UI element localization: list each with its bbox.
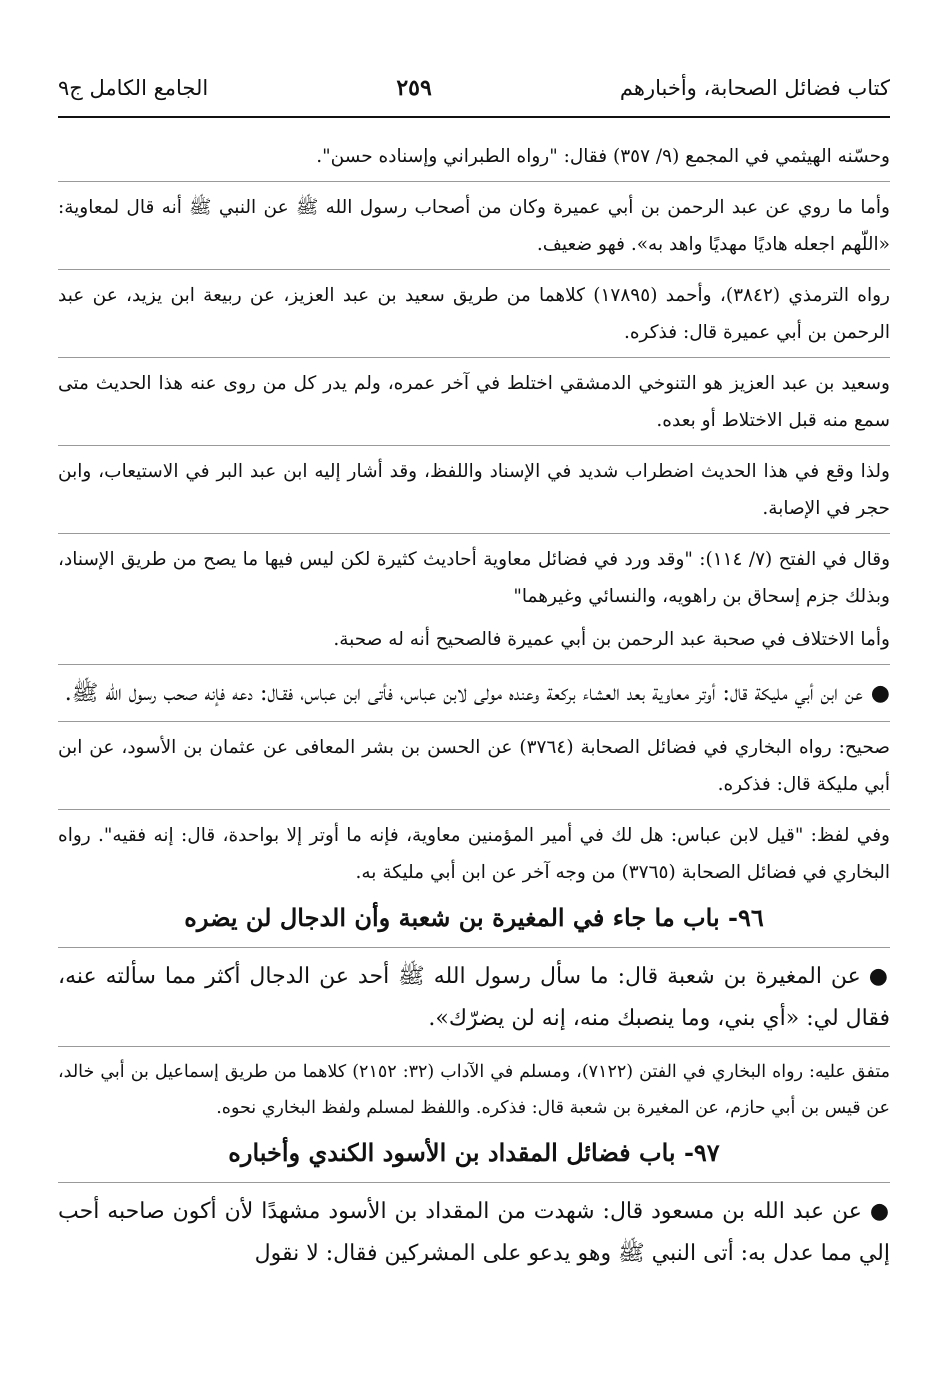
paragraph: رواه الترمذي (٣٨٤٢)، وأحمد (١٧٨٩٥) كلاهما من طريق سعيد بن عبد العزيز، عن ربيعة ابن يزيد، عن عبد الرحمن بن أبي عميرة قال: فذكره. — [58, 285, 890, 343]
paragraph: وأما ما روي عن عبد الرحمن بن أبي عميرة وكان من أصحاب رسول الله ﷺ عن النبي ﷺ أنه قال لمعاوية: «اللّهم اجعله هاديًا مهديًا واهد به». فهو ضعيف. — [58, 197, 890, 255]
divider — [58, 809, 890, 810]
page-header — [58, 70, 890, 106]
page-body — [58, 138, 890, 1281]
divider — [58, 357, 890, 358]
hadith-note: صحيح: رواه البخاري في فضائل الصحابة (٣٧٦٤) عن الحسن بن بشر المعافى عن عثمان بن الأسود، عن ابن أبي مليكة قال: فذكره. — [58, 737, 891, 795]
divider — [58, 445, 890, 446]
hadith-note: متفق عليه: رواه البخاري في الفتن (٧١٢٢)، ومسلم في الآداب (٣٢: ٢١٥٢) كلاهما من طريق إسماعيل بن أبي خالد، عن قيس بن أبي حازم، عن المغيرة بن شعبة قال: فذكره. واللفظ لمسلم ولفظ البخاري نحوه. — [58, 1062, 890, 1118]
hadith-note: وفي لفظ: "قيل لابن عباس: هل لك في أمير المؤمنين معاوية، فإنه ما أوتر إلا بواحدة، قال: إنه فقيه". رواه البخاري في فضائل الصحابة (٣٧٦٥) من وجه آخر عن ابن أبي مليكة به. — [58, 825, 890, 883]
divider — [58, 721, 890, 722]
divider — [58, 533, 890, 534]
divider — [58, 1182, 890, 1183]
page-number: ٢٥٩ — [396, 75, 432, 101]
chapter-heading-97: ٩٧- باب فضائل المقداد بن الأسود الكندي وأخباره — [228, 1138, 720, 1167]
hadith-3: عن عبد الله بن مسعود قال: شهدت من المقداد بن الأسود مشهدًا لأن أكون صاحبه أحب إلي مما عدل به: أتى النبي ﷺ وهو يدعو على المشركين فقال: لا نقول — [58, 1199, 890, 1266]
divider — [58, 269, 890, 270]
bullet-icon: ● — [870, 680, 890, 706]
paragraph: وسعيد بن عبد العزيز هو التنوخي الدمشقي اختلط في آخر عمره، ولم يدر كل من روى عنه هذا الحديث متى سمع منه قبل الاختلاط أو بعده. — [58, 373, 890, 431]
volume-title: الجامع الكامل ج٩ — [58, 76, 209, 100]
paragraph: وحسّنه الهيثمي في المجمع (٩/ ٣٥٧) فقال: "رواه الطبراني وإسناده حسن". — [316, 146, 890, 167]
paragraph: وقال في الفتح (٧/ ١١٤): "وقد ورد في فضائل معاوية أحاديث كثيرة لكن ليس فيها ما يصح من طريق الإسناد، وبذلك جزم إسحاق بن راهويه، والنسائي وغيرهما" — [58, 549, 891, 607]
bullet-icon: ● — [869, 1198, 890, 1224]
divider — [58, 1046, 890, 1047]
divider — [58, 947, 890, 948]
paragraph: ولذا وقع في هذا الحديث اضطراب شديد في الإسناد واللفظ، وقد أشار إليه ابن عبد البر في الاستيعاب، وابن حجر في الإصابة. — [58, 461, 890, 519]
hadith-text — [58, 672, 890, 715]
chapter-heading-96: ٩٦- باب ما جاء في المغيرة بن شعبة وأن الدجال لن يضره — [184, 903, 764, 932]
hadith-text — [58, 1190, 890, 1275]
book-title: كتاب فضائل الصحابة، وأخبارهم — [619, 76, 890, 100]
hadith-1: عن ابن أبي مليكة قال: أوتر معاوية بعد العشاء بركعة وعنده مولى لابن عباس، فأتى ابن عباس، فقـال: دعه فإنه صحب رسول الله ﷺ. — [64, 681, 863, 706]
divider — [58, 181, 890, 182]
divider — [58, 664, 890, 665]
header-rule — [58, 116, 890, 118]
paragraph: وأما الاختلاف في صحبة عبد الرحمن بن أبي عميرة فالصحيح أنه له صحبة. — [333, 629, 890, 650]
hadith-2: عن المغيرة بن شعبة قال: ما سأل رسول الله ﷺ أحد عن الدجال أكثر مما سألته عنه، فقال لي: «أي بني، وما ينصبك منه، إنه لن يضرّك». — [58, 964, 890, 1031]
hadith-text — [58, 955, 890, 1040]
bullet-icon: ● — [868, 963, 890, 989]
